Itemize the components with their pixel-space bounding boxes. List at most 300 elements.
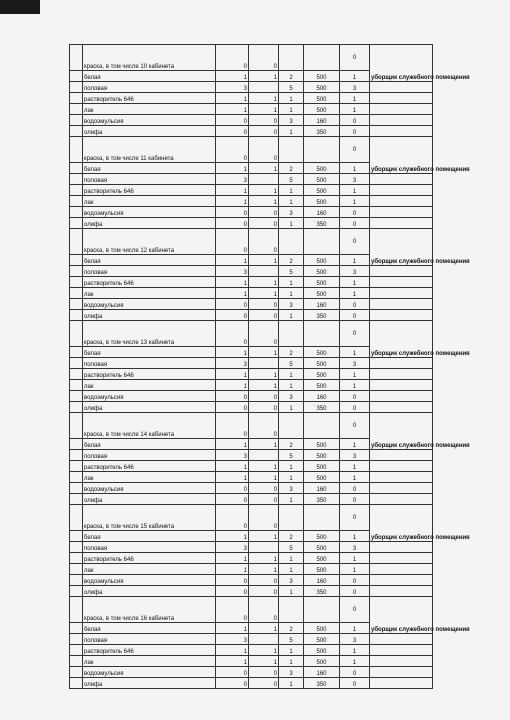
item-price: 160: [304, 667, 340, 678]
item-qty-b: 1: [249, 553, 279, 564]
item-qty-a: 1: [216, 645, 249, 656]
item-price: 500: [304, 380, 340, 391]
group-price: [304, 137, 340, 163]
empty-cell: [370, 358, 433, 369]
item-qty-b: 1: [249, 185, 279, 196]
table-row: [70, 542, 433, 553]
item-balance: 1: [340, 461, 370, 472]
group-qty-a: 0: [216, 413, 249, 439]
item-balance: 0: [340, 678, 370, 689]
item-balance: 0: [340, 299, 370, 310]
item-name: белая: [83, 623, 216, 634]
item-qty-a: 0: [216, 310, 249, 321]
group-balance: 0: [340, 229, 370, 255]
item-price: 500: [304, 369, 340, 380]
row-marker-cell: [70, 575, 83, 586]
table-row: [70, 553, 433, 564]
item-price: 500: [304, 104, 340, 115]
empty-cell: [370, 472, 433, 483]
item-qty-c: 1: [279, 402, 304, 413]
item-price: 350: [304, 218, 340, 229]
item-qty-b: 1: [249, 564, 279, 575]
row-marker-cell: [70, 126, 83, 137]
row-marker-cell: [70, 347, 83, 358]
item-qty-a: 1: [216, 472, 249, 483]
item-qty-a: 0: [216, 575, 249, 586]
item-qty-c: 1: [279, 369, 304, 380]
group-qty-a: 0: [216, 321, 249, 347]
item-balance: 1: [340, 656, 370, 667]
row-marker-cell: [70, 461, 83, 472]
item-qty-b: [249, 82, 279, 93]
item-qty-b: 1: [249, 255, 279, 266]
group-price: [304, 45, 340, 71]
item-qty-a: 1: [216, 439, 249, 450]
item-qty-b: 0: [249, 391, 279, 402]
empty-cell: [370, 645, 433, 656]
row-marker-cell: [70, 104, 83, 115]
table-row: [70, 93, 433, 104]
item-qty-b: 1: [249, 104, 279, 115]
empty-cell: [370, 288, 433, 299]
row-marker-cell: [70, 402, 83, 413]
item-qty-a: 0: [216, 391, 249, 402]
row-marker-cell: [70, 391, 83, 402]
row-marker-cell: [70, 115, 83, 126]
item-qty-b: 0: [249, 586, 279, 597]
item-balance: 1: [340, 71, 370, 82]
row-marker-cell: [70, 450, 83, 461]
item-qty-a: 0: [216, 115, 249, 126]
item-name: олифа: [83, 310, 216, 321]
row-marker-cell: [70, 586, 83, 597]
item-price: 500: [304, 623, 340, 634]
table-row: [70, 461, 433, 472]
item-qty-c: 5: [279, 358, 304, 369]
row-marker-cell: [70, 597, 83, 623]
item-name: растворитель 646: [83, 461, 216, 472]
item-qty-c: 1: [279, 586, 304, 597]
item-balance: 3: [340, 542, 370, 553]
row-marker-cell: [70, 288, 83, 299]
table-row: [70, 402, 433, 413]
item-price: 500: [304, 174, 340, 185]
item-balance: 0: [340, 402, 370, 413]
row-marker-cell: [70, 321, 83, 347]
item-name: олифа: [83, 494, 216, 505]
item-name: олифа: [83, 218, 216, 229]
row-marker-cell: [70, 531, 83, 542]
row-marker-cell: [70, 185, 83, 196]
row-marker-cell: [70, 542, 83, 553]
item-name: половая: [83, 174, 216, 185]
group-header-row: [70, 45, 433, 71]
item-name: растворитель 646: [83, 645, 216, 656]
item-qty-c: 5: [279, 450, 304, 461]
item-name: половая: [83, 266, 216, 277]
table-row: [70, 207, 433, 218]
row-marker-cell: [70, 564, 83, 575]
row-marker-cell: [70, 553, 83, 564]
item-name: водоэмульсия: [83, 115, 216, 126]
table-row: [70, 645, 433, 656]
row-marker-cell: [70, 218, 83, 229]
table-row: [70, 299, 433, 310]
inventory-table: [69, 44, 470, 689]
row-marker-cell: [70, 174, 83, 185]
item-name: водоэмульсия: [83, 575, 216, 586]
item-price: 160: [304, 483, 340, 494]
table-row: [70, 310, 433, 321]
group-price: [304, 505, 340, 531]
group-title: краска, в том числе 14 кабинета: [83, 413, 216, 439]
item-name: растворитель 646: [83, 369, 216, 380]
group-qty-c: [279, 505, 304, 531]
item-balance: 1: [340, 472, 370, 483]
row-marker-cell: [70, 93, 83, 104]
row-marker-cell: [70, 82, 83, 93]
item-name: белая: [83, 531, 216, 542]
item-qty-b: 0: [249, 667, 279, 678]
item-price: 500: [304, 185, 340, 196]
empty-cell: [370, 266, 433, 277]
item-balance: 3: [340, 450, 370, 461]
group-qty-a: 0: [216, 229, 249, 255]
empty-cell: [370, 634, 433, 645]
item-qty-a: 1: [216, 656, 249, 667]
item-balance: 1: [340, 255, 370, 266]
empty-cell: [370, 380, 433, 391]
item-balance: 1: [340, 564, 370, 575]
item-price: 500: [304, 450, 340, 461]
group-qty-c: [279, 413, 304, 439]
group-balance: 0: [340, 505, 370, 531]
item-qty-c: 1: [279, 104, 304, 115]
item-qty-b: 1: [249, 656, 279, 667]
item-qty-b: 1: [249, 347, 279, 358]
item-price: 500: [304, 93, 340, 104]
row-marker-cell: [70, 71, 83, 82]
item-balance: 1: [340, 196, 370, 207]
group-balance: 0: [340, 321, 370, 347]
item-price: 160: [304, 299, 340, 310]
item-qty-b: [249, 266, 279, 277]
item-qty-c: 2: [279, 347, 304, 358]
group-price: [304, 229, 340, 255]
empty-cell: [370, 450, 433, 461]
table-row: [70, 196, 433, 207]
empty-cell: [370, 402, 433, 413]
group-balance: 0: [340, 137, 370, 163]
item-balance: 1: [340, 93, 370, 104]
item-qty-c: 3: [279, 207, 304, 218]
item-qty-c: 5: [279, 82, 304, 93]
scan-corner-mark: [0, 0, 40, 14]
empty-cell: [370, 174, 433, 185]
row-marker-cell: [70, 277, 83, 288]
item-name: белая: [83, 255, 216, 266]
item-qty-a: 3: [216, 450, 249, 461]
item-qty-b: 1: [249, 623, 279, 634]
item-qty-c: 1: [279, 494, 304, 505]
item-qty-c: 2: [279, 163, 304, 174]
item-qty-a: 3: [216, 82, 249, 93]
item-qty-b: [249, 634, 279, 645]
table-row: [70, 104, 433, 115]
item-qty-a: 1: [216, 369, 249, 380]
item-qty-a: 1: [216, 93, 249, 104]
item-price: 500: [304, 347, 340, 358]
item-qty-b: 0: [249, 483, 279, 494]
item-qty-b: 1: [249, 369, 279, 380]
item-qty-a: 3: [216, 174, 249, 185]
empty-cell: [370, 369, 433, 380]
item-qty-a: 1: [216, 71, 249, 82]
item-qty-c: 1: [279, 196, 304, 207]
group-qty-b: 0: [249, 137, 279, 163]
item-qty-b: 1: [249, 196, 279, 207]
item-name: олифа: [83, 678, 216, 689]
item-balance: 0: [340, 494, 370, 505]
item-qty-a: 1: [216, 104, 249, 115]
empty-cell: [370, 542, 433, 553]
item-qty-b: 0: [249, 310, 279, 321]
item-qty-a: 1: [216, 288, 249, 299]
table-row: [70, 277, 433, 288]
item-qty-b: 0: [249, 402, 279, 413]
empty-cell: [370, 207, 433, 218]
empty-cell: [370, 218, 433, 229]
group-qty-c: [279, 45, 304, 71]
row-marker-cell: [70, 369, 83, 380]
item-balance: 1: [340, 288, 370, 299]
group-title: краска, в том числе 10 кабинета: [83, 45, 216, 71]
table-row: [70, 185, 433, 196]
item-price: 500: [304, 288, 340, 299]
item-price: 500: [304, 82, 340, 93]
item-price: 500: [304, 656, 340, 667]
item-price: 500: [304, 163, 340, 174]
item-qty-b: [249, 450, 279, 461]
row-marker-cell: [70, 229, 83, 255]
group-title: краска, в том числе 12 кабинета: [83, 229, 216, 255]
row-marker-cell: [70, 634, 83, 645]
empty-cell: [370, 277, 433, 288]
responsible-person: уборщик служебного помещения: [370, 413, 433, 450]
row-marker-cell: [70, 413, 83, 439]
item-balance: 1: [340, 623, 370, 634]
item-name: лак: [83, 288, 216, 299]
item-balance: 0: [340, 667, 370, 678]
group-qty-b: 0: [249, 321, 279, 347]
group-qty-b: 0: [249, 505, 279, 531]
item-qty-b: 0: [249, 678, 279, 689]
item-name: водоэмульсия: [83, 667, 216, 678]
item-balance: 1: [340, 369, 370, 380]
item-qty-a: 0: [216, 586, 249, 597]
item-balance: 0: [340, 575, 370, 586]
empty-cell: [370, 575, 433, 586]
responsible-person: уборщик служебного помещения: [370, 45, 433, 82]
item-qty-a: 1: [216, 196, 249, 207]
group-qty-c: [279, 137, 304, 163]
row-marker-cell: [70, 266, 83, 277]
empty-cell: [370, 494, 433, 505]
item-qty-c: 1: [279, 185, 304, 196]
group-qty-b: 0: [249, 413, 279, 439]
group-title: краска, в том числе 16 кабинета: [83, 597, 216, 623]
empty-cell: [370, 310, 433, 321]
item-price: 500: [304, 542, 340, 553]
item-price: 350: [304, 494, 340, 505]
table-row: [70, 656, 433, 667]
item-name: водоэмульсия: [83, 207, 216, 218]
item-qty-c: 2: [279, 623, 304, 634]
item-balance: 0: [340, 115, 370, 126]
item-qty-b: 0: [249, 207, 279, 218]
responsible-person: уборщик служебного помещения: [370, 321, 433, 358]
empty-cell: [370, 196, 433, 207]
group-header-row: [70, 321, 433, 347]
empty-cell: [370, 126, 433, 137]
item-name: лак: [83, 196, 216, 207]
group-qty-a: 0: [216, 45, 249, 71]
item-name: белая: [83, 71, 216, 82]
item-qty-a: 0: [216, 402, 249, 413]
item-name: растворитель 646: [83, 277, 216, 288]
item-qty-b: 0: [249, 126, 279, 137]
item-price: 350: [304, 678, 340, 689]
item-balance: 1: [340, 531, 370, 542]
table-row: [70, 380, 433, 391]
empty-cell: [370, 553, 433, 564]
group-balance: 0: [340, 413, 370, 439]
item-qty-c: 1: [279, 564, 304, 575]
item-qty-c: 3: [279, 667, 304, 678]
item-name: лак: [83, 656, 216, 667]
item-price: 350: [304, 586, 340, 597]
table-row: [70, 266, 433, 277]
item-name: растворитель 646: [83, 93, 216, 104]
row-marker-cell: [70, 667, 83, 678]
item-balance: 1: [340, 104, 370, 115]
item-qty-b: 0: [249, 575, 279, 586]
responsible-person: уборщик служебного помещения: [370, 597, 433, 634]
item-balance: 1: [340, 185, 370, 196]
row-marker-cell: [70, 505, 83, 531]
item-name: растворитель 646: [83, 553, 216, 564]
item-balance: 0: [340, 483, 370, 494]
group-qty-b: 0: [249, 45, 279, 71]
empty-cell: [370, 93, 433, 104]
item-qty-c: 1: [279, 380, 304, 391]
item-name: лак: [83, 380, 216, 391]
item-price: 500: [304, 553, 340, 564]
row-marker-cell: [70, 207, 83, 218]
group-header-row: [70, 413, 433, 439]
item-price: 500: [304, 358, 340, 369]
item-qty-b: 0: [249, 299, 279, 310]
table-row: [70, 174, 433, 185]
item-name: белая: [83, 439, 216, 450]
item-balance: 1: [340, 553, 370, 564]
item-qty-c: 3: [279, 115, 304, 126]
item-price: 160: [304, 115, 340, 126]
item-qty-b: 1: [249, 439, 279, 450]
item-name: половая: [83, 450, 216, 461]
item-price: 500: [304, 277, 340, 288]
group-header-row: [70, 229, 433, 255]
item-qty-a: 0: [216, 494, 249, 505]
item-balance: 0: [340, 310, 370, 321]
responsible-person: уборщик служебного помещения: [370, 229, 433, 266]
row-marker-cell: [70, 623, 83, 634]
item-qty-c: 1: [279, 310, 304, 321]
item-qty-b: 1: [249, 288, 279, 299]
item-balance: 1: [340, 163, 370, 174]
item-qty-c: 1: [279, 218, 304, 229]
group-title: краска, в том числе 15 кабинета: [83, 505, 216, 531]
empty-cell: [370, 115, 433, 126]
item-qty-c: 2: [279, 255, 304, 266]
item-name: половая: [83, 542, 216, 553]
item-name: лак: [83, 104, 216, 115]
item-qty-a: 1: [216, 461, 249, 472]
group-qty-b: 0: [249, 597, 279, 623]
empty-cell: [370, 586, 433, 597]
item-name: водоэмульсия: [83, 391, 216, 402]
item-balance: 0: [340, 207, 370, 218]
item-qty-a: 0: [216, 299, 249, 310]
table-row: [70, 575, 433, 586]
responsible-person: уборщик служебного помещения: [370, 137, 433, 174]
row-marker-cell: [70, 163, 83, 174]
item-qty-a: 1: [216, 553, 249, 564]
row-marker-cell: [70, 310, 83, 321]
item-qty-c: 1: [279, 472, 304, 483]
item-qty-b: 0: [249, 494, 279, 505]
item-price: 500: [304, 472, 340, 483]
item-price: 500: [304, 531, 340, 542]
item-qty-c: 1: [279, 645, 304, 656]
row-marker-cell: [70, 439, 83, 450]
item-price: 160: [304, 575, 340, 586]
item-qty-a: 0: [216, 678, 249, 689]
item-name: половая: [83, 358, 216, 369]
item-qty-a: 1: [216, 531, 249, 542]
table-row: [70, 564, 433, 575]
item-name: олифа: [83, 126, 216, 137]
group-qty-b: 0: [249, 229, 279, 255]
item-qty-b: 1: [249, 472, 279, 483]
item-qty-b: 1: [249, 645, 279, 656]
item-price: 160: [304, 391, 340, 402]
item-name: лак: [83, 564, 216, 575]
item-qty-c: 1: [279, 288, 304, 299]
table-row: [70, 218, 433, 229]
table-row: [70, 115, 433, 126]
row-marker-cell: [70, 656, 83, 667]
group-balance: 0: [340, 45, 370, 71]
group-qty-c: [279, 229, 304, 255]
group-title: краска, в том числе 11 кабинета: [83, 137, 216, 163]
item-price: 500: [304, 196, 340, 207]
table-row: [70, 450, 433, 461]
item-qty-a: 1: [216, 185, 249, 196]
group-price: [304, 597, 340, 623]
table-row: [70, 126, 433, 137]
group-qty-c: [279, 321, 304, 347]
